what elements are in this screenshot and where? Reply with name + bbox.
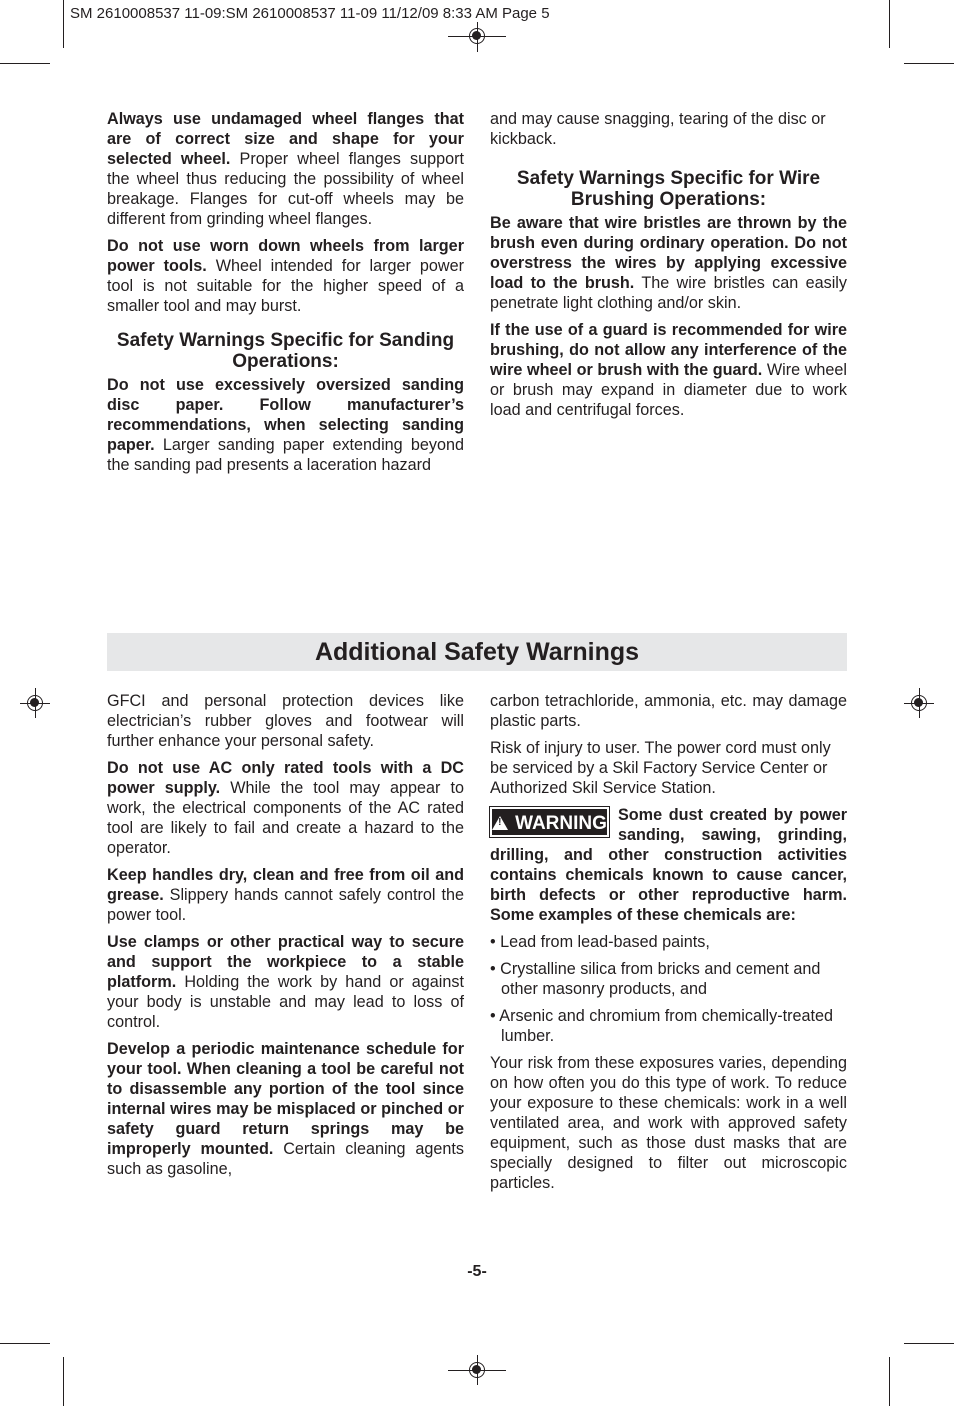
paragraph-snagging: and may cause snagging, tearing of the disc or kickback.: [490, 110, 826, 148]
warning-label: WARNING: [515, 813, 607, 834]
paragraph-worn-wheels: Do not use worn down wheels from larger power tools. Wheel intended for larger power tool is not suitable for the higher speed of a smaller tool and may burst.: [107, 237, 464, 315]
print-slug: SM 2610008537 11-09:SM 2610008537 11-09 11/12/09 8:33 AM Page 5: [70, 5, 550, 22]
crop-mark-bottom-left-v: [63, 1357, 64, 1406]
paragraph-wire-guard: If the use of a guard is recommended for wire brushing, do not allow any interference of the wire wheel or brush with the guard. Wire wheel or brush may expand in diameter due to work load and centrifugal forces.: [490, 321, 847, 419]
paragraph-solvents: carbon tetrachloride, ammonia, etc. may damage plastic parts.: [490, 692, 847, 730]
heading-sanding-operations: Safety Warnings Specific for Sanding Operations:: [116, 330, 455, 372]
paragraph-power-cord: Risk of injury to user. The power cord must only be serviced by a Skil Factory Service Center or Authorized Skil Service Station.: [490, 739, 831, 797]
section-banner-additional-safety-warnings: Additional Safety Warnings: [107, 633, 847, 671]
paragraph-maintenance: Develop a periodic maintenance schedule for your tool. When cleaning a tool be careful not to disassemble any portion of the tool since internal wires may be misplaced or pinched or safety guard return springs may be improperly mounted. Certain cleaning agents such as gasoline,: [107, 1040, 465, 1178]
warning-badge: [490, 807, 609, 837]
crop-mark-top-left-h: [0, 63, 50, 64]
crop-mark-bottom-left-h: [0, 1343, 50, 1344]
paragraph-wheel-flanges: Always use undamaged wheel flanges that are of correct size and shape for your selected wheel. Proper wheel flanges support the wheel thus reducing the possibility of wheel breakage. Flanges for cut-off wheels may be different from grinding wheel flanges.: [107, 110, 464, 228]
warning-text: Some dust created by power sanding, sawing, grinding, drilling, and other construction activities contains chemicals known to cause cancer, birth defects or other reproductive harm. Some examples of these chemicals are:: [490, 806, 847, 924]
list-item-silica: • Crystalline silica from bricks and cement and other masonry products, and: [490, 960, 821, 998]
crop-mark-top-right-h: [904, 63, 954, 64]
paragraph-sanding-paper: Do not use excessively oversized sanding disc paper. Follow manufacturer’s recommendations, when selecting sanding paper. Larger sanding paper extending beyond the sanding pad presents a laceration hazard: [107, 376, 464, 474]
warning-block: [490, 805, 847, 925]
list-item-lead: • Lead from lead-based paints,: [490, 933, 710, 951]
crop-mark-top-left-v: [63, 0, 64, 48]
list-item-arsenic: • Arsenic and chromium from chemically-treated lumber.: [490, 1007, 834, 1045]
paragraph-exposure-risk: Your risk from these exposures varies, depending on how often you do this type of work. To reduce your exposure to these chemicals: work in a well ventilated area, and work with approved safety equipment, such as those dust masks that are specially designed to filter out microscopic particles.: [490, 1054, 847, 1192]
paragraph-clamps: Use clamps or other practical way to secure and support the workpiece to a stable platform. Holding the work by hand or against your body is unstable and may lead to loss of control.: [107, 933, 464, 1031]
bottom-right-column: [490, 691, 847, 1200]
page-number: -5-: [467, 1263, 487, 1280]
crop-mark-bottom-right-v: [889, 1357, 890, 1406]
crop-mark-top-right-v: [889, 0, 890, 48]
paragraph-ac-tools: Do not use AC only rated tools with a DC power supply. While the tool may appear to work, the electrical components of the AC rated tool are likely to fail and create a hazard to the operator.: [107, 759, 464, 857]
heading-wire-brushing: Safety Warnings Specific for Wire Brushing Operations:: [516, 168, 821, 210]
bottom-left-column: [107, 691, 464, 1186]
top-right-column: [490, 109, 847, 427]
paragraph-gfci: GFCI and personal protection devices like electrician’s rubber gloves and footwear will further enhance your personal safety.: [107, 692, 464, 750]
paragraph-wire-bristles: Be aware that wire bristles are thrown by the brush even during ordinary operation. Do not overstress the wires by applying excessive load to the brush. The wire bristles can easily penetrate light clothing and/or skin.: [490, 214, 847, 312]
paragraph-handles-dry: Keep handles dry, clean and free from oil and grease. Slippery hands cannot safely control the power tool.: [107, 866, 464, 924]
warning-triangle-icon: [492, 816, 508, 830]
crop-mark-bottom-right-h: [904, 1343, 954, 1344]
top-left-column: [107, 109, 464, 482]
